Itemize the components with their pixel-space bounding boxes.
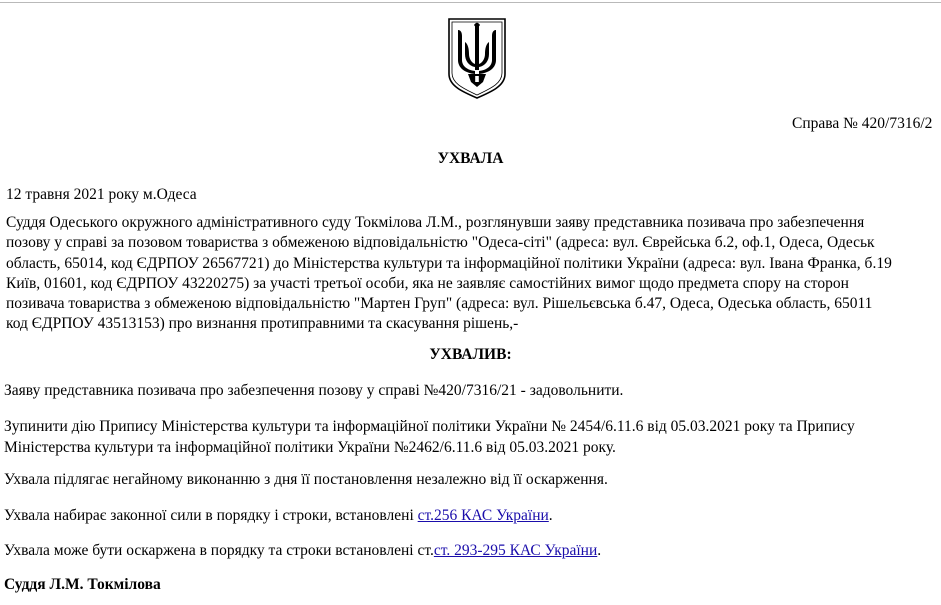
- law-link-article-256[interactable]: ст.256 КАС України: [417, 507, 549, 524]
- intro-line: позивача товариства з обмеженою відповідальністю "Мартен Груп" (адреса: вул. Рішельєвська б.47, Одеса, Одеська область, 65011: [6, 295, 873, 313]
- document-title: УХВАЛА: [437, 150, 504, 167]
- ruling-paragraph-1: Заяву представника позивача про забезпечення позову у справі №420/7316/21 - задовольнити.: [4, 382, 624, 399]
- decided-heading: УХВАЛИВ:: [429, 346, 512, 363]
- ruling-paragraph-2-line: Міністерства культури та інформаційної політики України №2462/6.11.6 від 05.03.2021 року.: [4, 438, 616, 456]
- ruling-paragraph-2-line: Зупинити дію Припису Міністерства культури та інформаційної політики України № 2454/6.11.6 від 05.03.2021 року та Припису: [4, 418, 855, 435]
- case-number: Справа № 420/7316/2: [792, 115, 933, 132]
- date-place: 12 травня 2021 року м.Одеса: [6, 186, 197, 203]
- ruling-paragraph-2: [4, 417, 855, 458]
- intro-line: Київ, 01601, код ЄДРПОУ 43220275) за участі третьої особи, яка не заявляє самостійних вимог щодо предмета спору на сторон: [6, 274, 849, 292]
- top-divider: [0, 2, 941, 3]
- intro-line: Суддя Одеського окружного адміністративного суду Токмілова Л.М., розглянувши заяву представника позивача про забезпечення: [6, 214, 865, 231]
- ruling-paragraph-4-text: Ухвала набирає законної сили в порядку і строки, встановлені: [4, 507, 418, 524]
- ukraine-trident-emblem-icon: [445, 16, 509, 100]
- ruling-paragraph-4-end: .: [548, 507, 553, 524]
- ruling-paragraph-4: [4, 507, 553, 525]
- intro-line: код ЄДРПОУ 43513153) про визнання протиправними та скасування рішень,-: [6, 315, 519, 333]
- law-link-articles-293-295[interactable]: ст. 293-295 КАС України: [433, 542, 598, 559]
- intro-line: позову у справі за позовом товариства з обмеженою відповідальністю "Одеса-сіті" (адреса: вул. Єврейська б.2, оф.1, Одеса, Одеськ: [6, 234, 875, 252]
- ruling-paragraph-5-text: Ухвала може бути оскаржена в порядку та строки встановлені ст.: [4, 542, 434, 559]
- judge-signature: Суддя Л.М. Токмілова: [4, 576, 161, 593]
- ruling-paragraph-5: [4, 542, 601, 560]
- ruling-paragraph-3: Ухвала підлягає негайному виконанню з дня її постановлення незалежно від її оскарження.: [4, 471, 608, 488]
- intro-line: область, 65014, код ЄДРПОУ 26567721) до Міністерства культури та інформаційної політики України (адреса: вул. Івана Франка, б.19: [6, 254, 892, 272]
- ruling-paragraph-5-end: .: [597, 542, 602, 559]
- intro-paragraph: [6, 213, 941, 335]
